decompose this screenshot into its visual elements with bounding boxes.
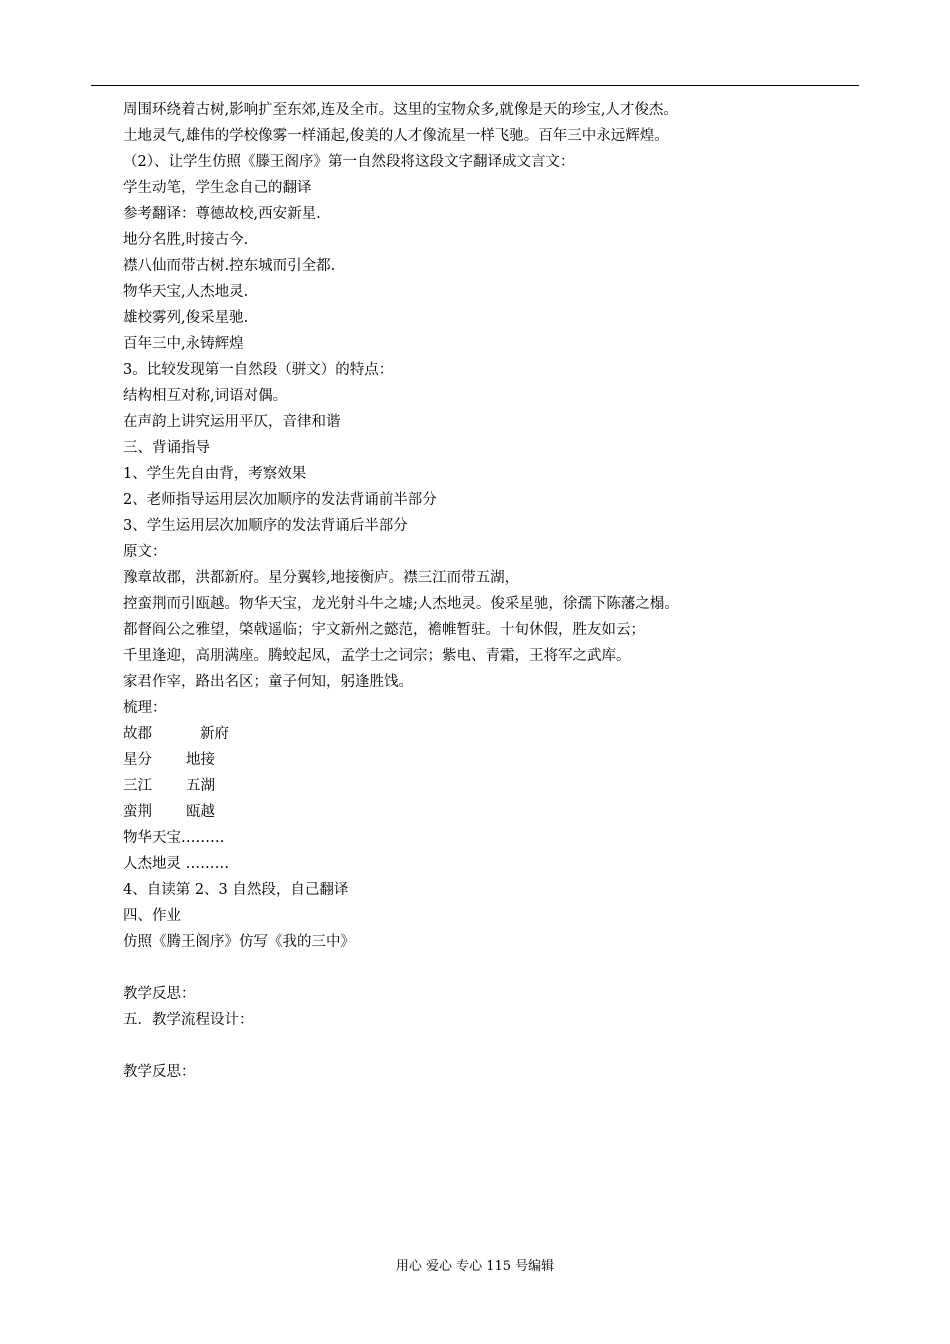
text-line: 原文： <box>123 544 167 560</box>
text-line: 人杰地灵 ……… <box>123 856 230 872</box>
pair-left: 星分 <box>123 752 152 768</box>
text-line: 土地灵气,雄伟的学校像雾一样涌起,俊美的人才像流星一样飞驰。百年三中永远辉煌。 <box>123 128 669 144</box>
text-line: 4、自读第 2、3 自然段，自己翻译 <box>123 882 349 898</box>
text-line: 家君作宰，路出名区；童子何知，躬逢胜饯。 <box>123 674 413 690</box>
header-rule <box>91 85 859 86</box>
text-line: 物华天宝,人杰地灵. <box>123 284 249 300</box>
text-line: 地分名胜,时接古今. <box>123 232 249 248</box>
pairs-list <box>123 721 843 825</box>
blank-line <box>123 1033 843 1059</box>
text-line: 梳理： <box>123 700 167 716</box>
pair-right: 瓯越 <box>186 804 215 820</box>
text-line: 襟八仙而带古树.控东城而引全都. <box>123 258 336 274</box>
text-line: 2、老师指导运用层次加顺序的发法背诵前半部分 <box>123 492 437 508</box>
pair-row <box>123 747 843 773</box>
text-block-top <box>123 97 843 721</box>
pair-row <box>123 773 843 799</box>
text-line: 豫章故郡，洪都新府。星分翼轸,地接衡庐。襟三江而带五湖， <box>123 570 520 586</box>
text-line: 参考翻译：尊德故校,西安新星. <box>123 206 321 222</box>
pair-left: 三江 <box>123 778 152 794</box>
pair-row <box>123 721 843 747</box>
text-line: 仿照《腾王阁序》仿写《我的三中》 <box>123 934 355 950</box>
pair-right: 新府 <box>200 726 229 742</box>
text-line: 在声韵上讲究运用平仄，音律和谐 <box>123 414 341 430</box>
text-line: 学生动笔，学生念自己的翻译 <box>123 180 312 196</box>
teaching-reflection-1: 教学反思： <box>123 986 196 1002</box>
text-line: 都督阎公之雅望，棨戟遥临；宇文新州之懿范，襜帷暂驻。十旬休假，胜友如云； <box>123 622 645 638</box>
text-line: 控蛮荆而引瓯越。物华天宝，龙光射斗牛之墟;人杰地灵。俊采星驰，徐孺下陈藩之榻。 <box>123 596 679 612</box>
blank-line <box>123 955 843 981</box>
text-line: 1、学生先自由背，考察效果 <box>123 466 307 482</box>
text-block-bottom <box>123 825 843 955</box>
teaching-reflection-2: 教学反思： <box>123 1064 196 1080</box>
text-line: 物华天宝……… <box>123 830 225 846</box>
text-line: 雄校雾列,俊采星驰. <box>123 310 249 326</box>
pair-row <box>123 799 843 825</box>
pair-left: 故郡 <box>123 726 152 742</box>
text-line: 千里逢迎，高朋满座。腾蛟起凤，孟学士之词宗；紫电、青霜，王将军之武库。 <box>123 648 631 664</box>
text-line: 百年三中,永铸辉煌 <box>123 336 244 352</box>
section-five-heading: 五．教学流程设计： <box>123 1012 254 1028</box>
pair-right: 五湖 <box>186 778 215 794</box>
text-line: 周围环绕着古树,影响扩至东郊,连及全市。这里的宝物众多,就像是天的珍宝,人才俊杰。 <box>123 102 678 118</box>
document-body <box>123 97 843 1085</box>
page-footer: 用心 爱心 专心 115 号编辑 <box>395 1259 555 1274</box>
text-line: （2）、让学生仿照《滕王阁序》第一自然段将这段文字翻译成文言文： <box>123 154 575 170</box>
pair-right: 地接 <box>186 752 215 768</box>
text-line: 3、学生运用层次加顺序的发法背诵后半部分 <box>123 518 408 534</box>
text-line: 结构相互对称,词语对偶。 <box>123 388 288 404</box>
text-line: 四、作业 <box>123 908 181 924</box>
text-line: 三、背诵指导 <box>123 440 210 456</box>
text-line: 3。比较发现第一自然段（骈文）的特点： <box>123 362 394 378</box>
pair-left: 蛮荆 <box>123 804 152 820</box>
